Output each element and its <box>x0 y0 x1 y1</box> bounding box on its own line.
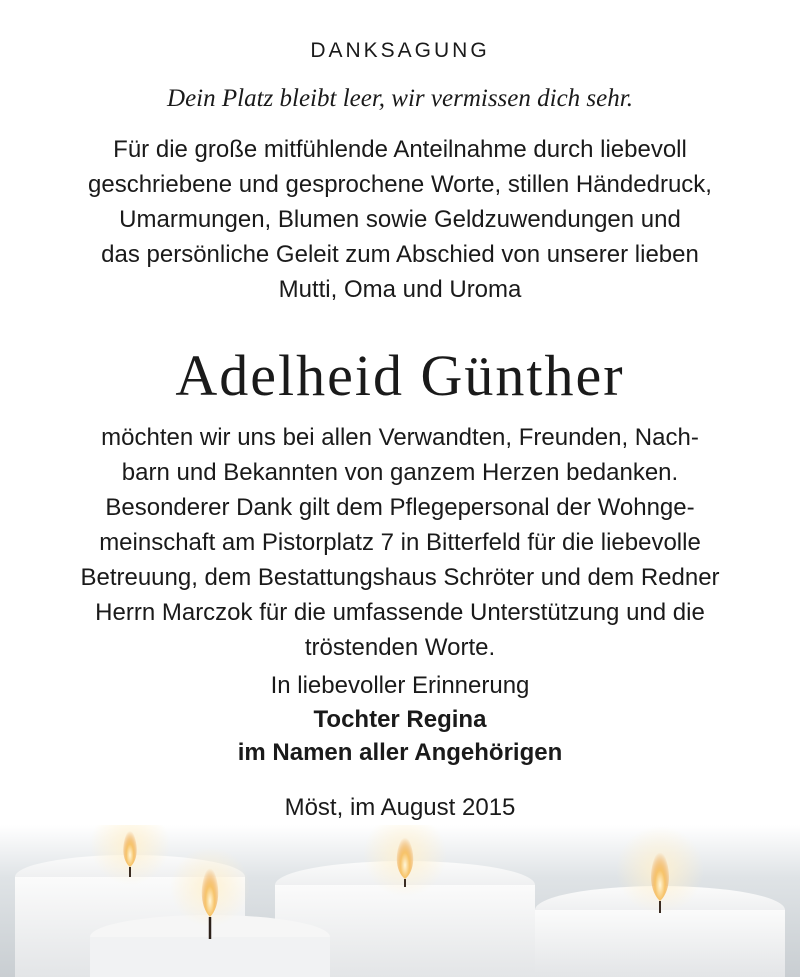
deceased-name: Adelheid Günther <box>175 343 625 408</box>
thanks-line: Herrn Marczok für die umfassende Unterstützung und die <box>95 599 705 626</box>
intro-line: das persönliche Geleit zum Abschied von unserer lieben <box>101 241 699 268</box>
motto: Dein Platz bleibt leer, wir vermissen dich sehr. <box>167 85 633 112</box>
candles-image <box>0 825 800 977</box>
thanks-line: Betreuung, dem Bestattungshaus Schröter und dem Redner <box>80 564 720 591</box>
signer-line: im Namen aller Angehörigen <box>237 739 563 766</box>
signer-line: Tochter Regina <box>313 706 487 733</box>
intro-line: geschriebene und gesprochene Worte, stillen Händedruck, <box>88 171 712 198</box>
closing-phrase: In liebevoller Erinnerung <box>270 672 530 699</box>
thanks-paragraph <box>20 420 780 665</box>
intro-line: Umarmungen, Blumen sowie Geldzuwendungen und <box>119 206 681 233</box>
signer <box>20 703 780 769</box>
intro-line: Für die große mitfühlende Anteilnahme durch liebevoll <box>113 136 687 163</box>
thanks-line: tröstenden Worte. <box>304 634 496 661</box>
thanks-line: möchten wir uns bei allen Verwandten, Freunden, Nach- <box>101 424 699 451</box>
intro-line: Mutti, Oma und Uroma <box>278 276 522 303</box>
heading: DANKSAGUNG <box>310 39 490 62</box>
thanks-line: meinschaft am Pistorplatz 7 in Bitterfeld für die liebevolle <box>99 529 701 556</box>
thanks-line: Besonderer Dank gilt dem Pflegepersonal der Wohnge- <box>105 494 695 521</box>
thanks-line: barn und Bekannten von ganzem Herzen bedanken. <box>121 459 679 486</box>
intro-paragraph <box>20 132 780 307</box>
place-date: Möst, im August 2015 <box>284 794 516 821</box>
